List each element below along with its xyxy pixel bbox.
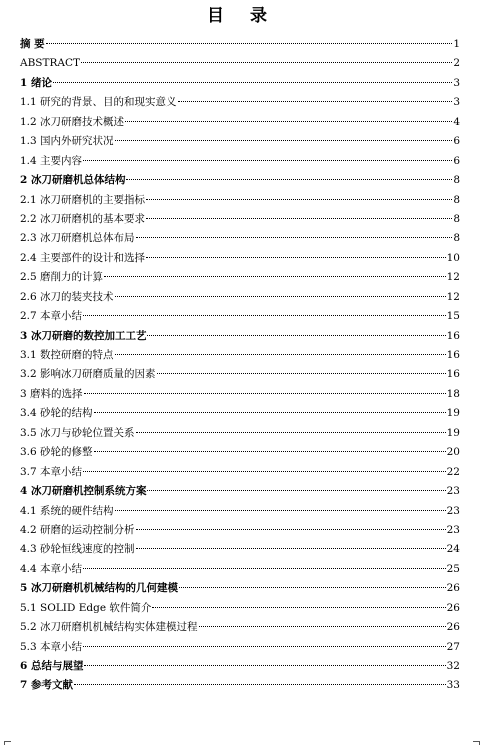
toc-entry[interactable] xyxy=(20,288,460,307)
toc-entry-page: 3 xyxy=(453,96,460,109)
toc-entry-page: 18 xyxy=(446,387,460,400)
toc-entry-label: 1.3 国内外研究状况 xyxy=(20,135,114,148)
toc-entry-page: 23 xyxy=(446,523,460,536)
toc-entry[interactable] xyxy=(20,229,460,248)
toc-leader-dots xyxy=(115,296,446,297)
toc-entry[interactable] xyxy=(20,346,460,365)
toc-entry-label: 3 磨料的选择 xyxy=(20,387,83,400)
toc-entry-page: 2 xyxy=(453,57,460,70)
toc-entry-page: 19 xyxy=(446,407,460,420)
toc-leader-dots xyxy=(115,140,453,141)
toc-entry[interactable] xyxy=(20,249,460,268)
toc-entry-page: 27 xyxy=(446,640,460,653)
toc-entry[interactable] xyxy=(20,54,460,73)
toc-leader-dots xyxy=(147,335,445,336)
toc-entry-page: 22 xyxy=(446,465,460,478)
toc-entry[interactable] xyxy=(20,540,460,559)
toc-leader-dots xyxy=(199,626,446,627)
toc-leader-dots xyxy=(83,471,446,472)
toc-entry-label: 4.1 系统的硬件结构 xyxy=(20,504,114,517)
page-corner-mark xyxy=(473,741,480,745)
toc-entry[interactable] xyxy=(20,191,460,210)
toc-leader-dots xyxy=(115,510,446,511)
toc-leader-dots xyxy=(125,121,452,122)
toc-entry-label: 4 冰刀研磨机控制系统方案 xyxy=(20,485,147,498)
page-corner-mark xyxy=(4,741,11,745)
toc-leader-dots xyxy=(74,684,446,685)
toc-entry-page: 23 xyxy=(446,504,460,517)
toc-entry[interactable] xyxy=(20,657,460,676)
toc-leader-dots xyxy=(178,101,453,102)
toc-entry[interactable] xyxy=(20,502,460,521)
toc-leader-dots xyxy=(83,646,446,647)
toc-entry-label: ABSTRACT xyxy=(20,57,81,70)
page-title: 目 录 xyxy=(207,6,277,26)
toc-entry-label: 4.4 本章小结 xyxy=(20,562,83,575)
toc-leader-dots xyxy=(83,160,452,161)
toc-entry[interactable] xyxy=(20,113,460,132)
toc-entry-label: 3.2 影响冰刀研磨质量的因素 xyxy=(20,368,156,381)
toc-entry-page: 6 xyxy=(453,135,460,148)
toc-entry[interactable] xyxy=(20,268,460,287)
toc-entry[interactable] xyxy=(20,521,460,540)
toc-entry[interactable] xyxy=(20,638,460,657)
toc-entry-page: 26 xyxy=(446,601,460,614)
toc-entry[interactable] xyxy=(20,560,460,579)
toc-entry-label: 1.4 主要内容 xyxy=(20,154,83,167)
toc-leader-dots xyxy=(83,568,446,569)
toc-entry-label: 3.7 本章小结 xyxy=(20,465,83,478)
toc-entry-label: 2 冰刀研磨机总体结构 xyxy=(20,174,126,187)
toc-entry-label: 2.7 本章小结 xyxy=(20,310,83,323)
toc-entry-label: 2.4 主要部件的设计和选择 xyxy=(20,251,146,264)
toc-entry-label: 3 冰刀研磨的数控加工工艺 xyxy=(20,329,147,342)
toc-entry-label: 3.4 砂轮的结构 xyxy=(20,407,93,420)
toc-entry-page: 15 xyxy=(446,310,460,323)
toc-entry-label: 3.6 砂轮的修整 xyxy=(20,446,93,459)
toc-entry[interactable] xyxy=(20,676,460,695)
toc-entry[interactable] xyxy=(20,327,460,346)
toc-entry-page: 26 xyxy=(446,582,460,595)
toc-entry-label: 5.1 SOLID Edge 软件简介 xyxy=(20,601,152,614)
toc-entry-label: 5.2 冰刀研磨机机械结构实体建模过程 xyxy=(20,621,198,634)
toc-entry[interactable] xyxy=(20,93,460,112)
toc-leader-dots xyxy=(46,43,453,44)
toc-entry-label: 2.1 冰刀研磨机的主要指标 xyxy=(20,193,146,206)
toc-entry-label: 2.5 磨削力的计算 xyxy=(20,271,104,284)
toc-leader-dots xyxy=(146,218,452,219)
toc-entry-page: 8 xyxy=(453,193,460,206)
toc-list xyxy=(20,35,460,696)
toc-leader-dots xyxy=(146,199,452,200)
toc-entry-label: 2.6 冰刀的装夹技术 xyxy=(20,290,114,303)
toc-entry-label: 4.2 研磨的运动控制分析 xyxy=(20,523,135,536)
toc-entry-page: 8 xyxy=(453,174,460,187)
toc-leader-dots xyxy=(136,432,446,433)
toc-entry-label: 6 总结与展望 xyxy=(20,660,84,672)
toc-entry[interactable] xyxy=(20,307,460,326)
toc-entry-label: 1.2 冰刀研磨技术概述 xyxy=(20,115,125,128)
toc-entry-page: 19 xyxy=(446,426,460,439)
toc-entry-page: 23 xyxy=(446,485,460,498)
toc-leader-dots xyxy=(157,373,446,374)
toc-entry[interactable] xyxy=(20,579,460,598)
toc-entry-label: 2.2 冰刀研磨机的基本要求 xyxy=(20,212,146,225)
toc-leader-dots xyxy=(146,257,446,258)
toc-entry-label: 7 参考文献 xyxy=(20,679,73,692)
toc-entry-page: 12 xyxy=(446,290,460,303)
toc-entry[interactable] xyxy=(20,365,460,384)
toc-entry-page: 16 xyxy=(446,329,460,342)
toc-entry-page: 16 xyxy=(446,368,460,381)
toc-entry-label: 5.3 本章小结 xyxy=(20,640,83,653)
toc-entry-label: 5 冰刀研磨机机械结构的几何建模 xyxy=(20,582,178,595)
toc-entry[interactable] xyxy=(20,463,460,482)
toc-entry-label: 4.3 砂轮恒线速度的控制 xyxy=(20,543,135,556)
toc-entry[interactable] xyxy=(20,132,460,151)
toc-entry[interactable] xyxy=(20,152,460,171)
toc-entry-page: 20 xyxy=(446,446,460,459)
toc-leader-dots xyxy=(94,412,446,413)
toc-leader-dots xyxy=(115,354,446,355)
toc-entry-page: 4 xyxy=(453,115,460,128)
toc-leader-dots xyxy=(179,587,446,588)
toc-entry[interactable] xyxy=(20,385,460,404)
toc-entry[interactable] xyxy=(20,74,460,93)
toc-entry-page: 8 xyxy=(453,232,460,245)
toc-entry-page: 16 xyxy=(446,349,460,361)
toc-entry[interactable] xyxy=(20,424,460,443)
toc-entry-page: 33 xyxy=(446,679,460,692)
toc-leader-dots xyxy=(83,315,446,316)
toc-leader-dots xyxy=(136,548,446,549)
toc-leader-dots xyxy=(152,607,445,608)
toc-entry-page: 1 xyxy=(453,38,460,50)
toc-entry-page: 10 xyxy=(446,251,460,264)
toc-leader-dots xyxy=(136,529,446,530)
toc-entry-page: 25 xyxy=(446,562,460,575)
toc-entry[interactable] xyxy=(20,171,460,190)
toc-entry-page: 32 xyxy=(446,660,460,672)
toc-entry-label: 3.1 数控研磨的特点 xyxy=(20,349,114,361)
toc-entry-page: 3 xyxy=(453,76,460,89)
toc-entry-page: 12 xyxy=(446,271,460,284)
toc-entry[interactable] xyxy=(20,599,460,618)
toc-leader-dots xyxy=(84,665,445,666)
toc-entry-label: 摘 要 xyxy=(20,38,45,50)
toc-entry[interactable] xyxy=(20,404,460,423)
toc-entry-label: 1.1 研究的背景、目的和现实意义 xyxy=(20,96,177,109)
toc-leader-dots xyxy=(94,451,446,452)
toc-entry[interactable] xyxy=(20,482,460,501)
toc-leader-dots xyxy=(126,179,452,180)
toc-entry-label: 3.5 冰刀与砂轮位置关系 xyxy=(20,426,135,439)
toc-entry[interactable] xyxy=(20,618,460,637)
toc-entry[interactable] xyxy=(20,35,460,54)
toc-leader-dots xyxy=(136,237,453,238)
toc-leader-dots xyxy=(53,82,452,83)
toc-entry-page: 6 xyxy=(453,154,460,167)
toc-entry-label: 2.3 冰刀研磨机总体布局 xyxy=(20,232,135,245)
toc-entry-label: 1 绪论 xyxy=(20,76,52,89)
toc-entry[interactable] xyxy=(20,210,460,229)
toc-entry[interactable] xyxy=(20,443,460,462)
toc-entry-page: 26 xyxy=(446,621,460,634)
toc-leader-dots xyxy=(81,62,452,63)
toc-entry-page: 24 xyxy=(446,543,460,556)
toc-leader-dots xyxy=(147,490,445,491)
toc-leader-dots xyxy=(104,276,446,277)
toc-leader-dots xyxy=(84,393,446,394)
toc-entry-page: 8 xyxy=(453,212,460,225)
